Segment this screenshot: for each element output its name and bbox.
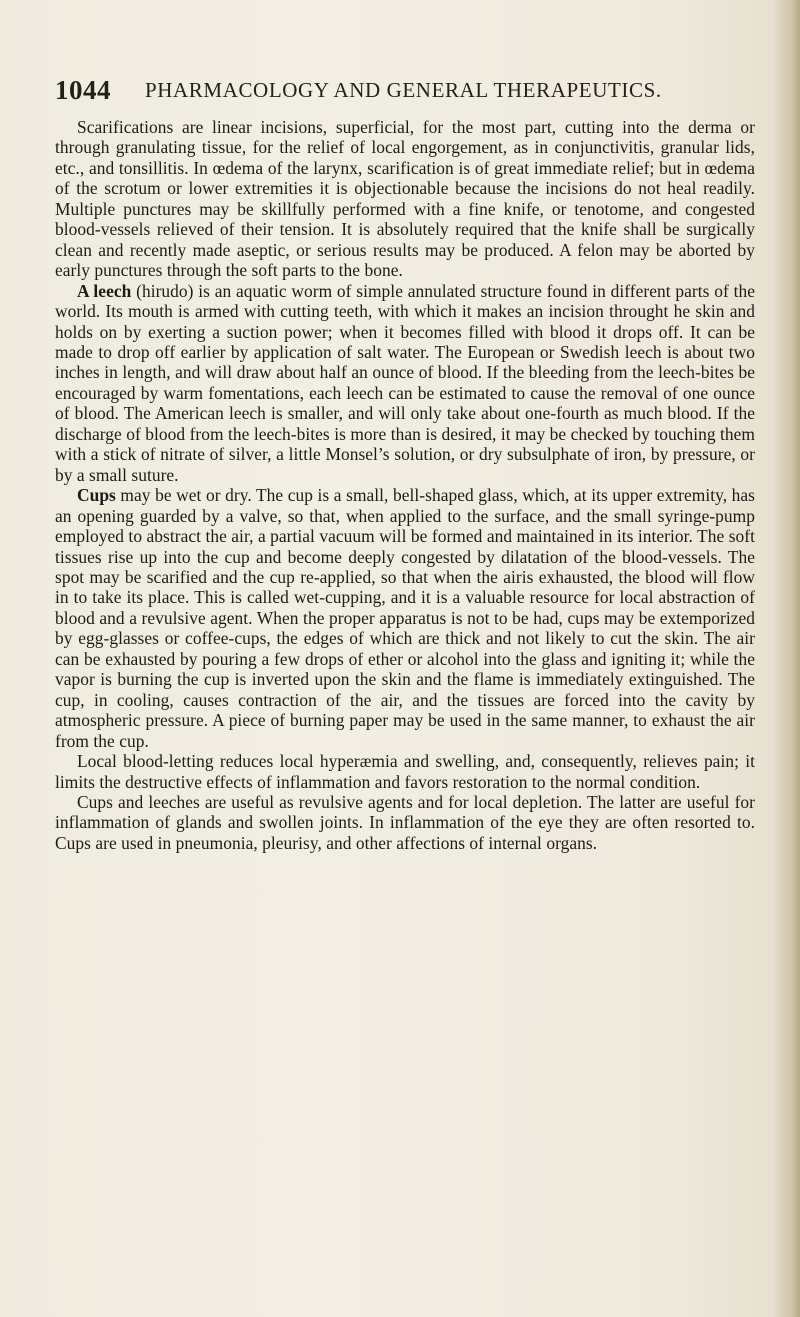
paragraph-text: Scarifications are linear incisions, superficial, for the most part, cutting into the derma or through granulating tissue, for the relief of local engorgement, as in conjunctivitis, granular lids, etc., and tonsillitis. In œdema of the larynx, scarification is of great immediate relief; but in œdema of the scrotum or lower extremities it is objectionable because the incisions do not heal readily. Multiple punctures may be skillfully performed with a fine knife, or tenotome, and congested blood-vessels relieved of their tension. It is absolutely required that the knife shall be surgically clean and recently made aseptic, or serious results may be produced. A felon may be aborted by early punctures through the soft parts to the bone. [55, 117, 755, 281]
paragraph-lead-term: A leech [77, 280, 132, 301]
paragraph-cups-and-leeches [55, 792, 755, 853]
paragraph-local-blood-letting [55, 751, 755, 792]
paragraph-cups [55, 485, 755, 751]
paragraph-leech [55, 281, 755, 486]
paragraph-text: (hirudo) is an aquatic worm of simple annulated structure found in different parts of the world. Its mouth is armed with cutting teeth, with which it makes an incision throught he skin and holds on by exerting a suction power; when it becomes filled with blood it drops off. It can be made to drop off earlier by application of salt water. The European or Swedish leech is about two inches in length, and will draw about half an ounce of blood. If the bleeding from the leech-bites be encouraged by warm fomentations, each leech can be estimated to cause the removal of one ounce of blood. The American leech is smaller, and will only take about one-fourth as much blood. If the discharge of blood from the leech-bites is more than is desired, it may be checked by touching them with a stick of nitrate of silver, a little Monsel’s solution, or dry subsulphate of iron, by pressure, or by a small suture. [55, 280, 755, 485]
paragraph-text: Cups and leeches are useful as revulsive agents and for local depletion. The latter are useful for inflammation of glands and swollen joints. In inflammation of the eye they are often resorted to. Cups are used in pneumonia, pleurisy, and other affections of internal organs. [55, 791, 755, 853]
paragraph-scarifications [55, 117, 755, 281]
page-number: 1044 [55, 75, 111, 105]
paragraph-text: Local blood-letting reduces local hyperæmia and swelling, and, consequently, relieves pain; it limits the destructive effects of inflammation and favors restoration to the normal condition. [55, 751, 755, 792]
paragraph-text: may be wet or dry. The cup is a small, bell-shaped glass, which, at its upper extremity, has an opening guarded by a valve, so that, when applied to the surface, and the small syringe-pump employed to abstract the air, a partial vacuum will be formed and maintained in its interior. The soft tissues rise up into the cup and become deeply congested by dilatation of the blood-vessels. The spot may be scarified and the cup re-applied, so that when the airis exhausted, the blood will flow in to take its place. This is called wet-cupping, and it is a valuable resource for local abstraction of blood and a revulsive agent. When the proper apparatus is not to be had, cups may be extemporized by egg-glasses or coffee-cups, the edges of which are thick and not likely to cut the skin. The air can be exhausted by pouring a few drops of ether or alcohol into the glass and igniting it; while the vapor is burning the cup is inverted upon the skin and the flame is immediately extinguished. The cup, in cooling, causes contraction of the air, and the tissues are forced into the cavity by atmospheric pressure. A piece of burning paper may be used in the same manner, to exhaust the air from the cup. [55, 485, 755, 751]
body-text [55, 117, 755, 853]
page-header [55, 72, 755, 108]
running-title: PHARMACOLOGY AND GENERAL THERAPEUTICS. [145, 78, 662, 102]
paragraph-lead-term: Cups [77, 485, 116, 506]
page-edge-shadow [772, 0, 800, 1317]
